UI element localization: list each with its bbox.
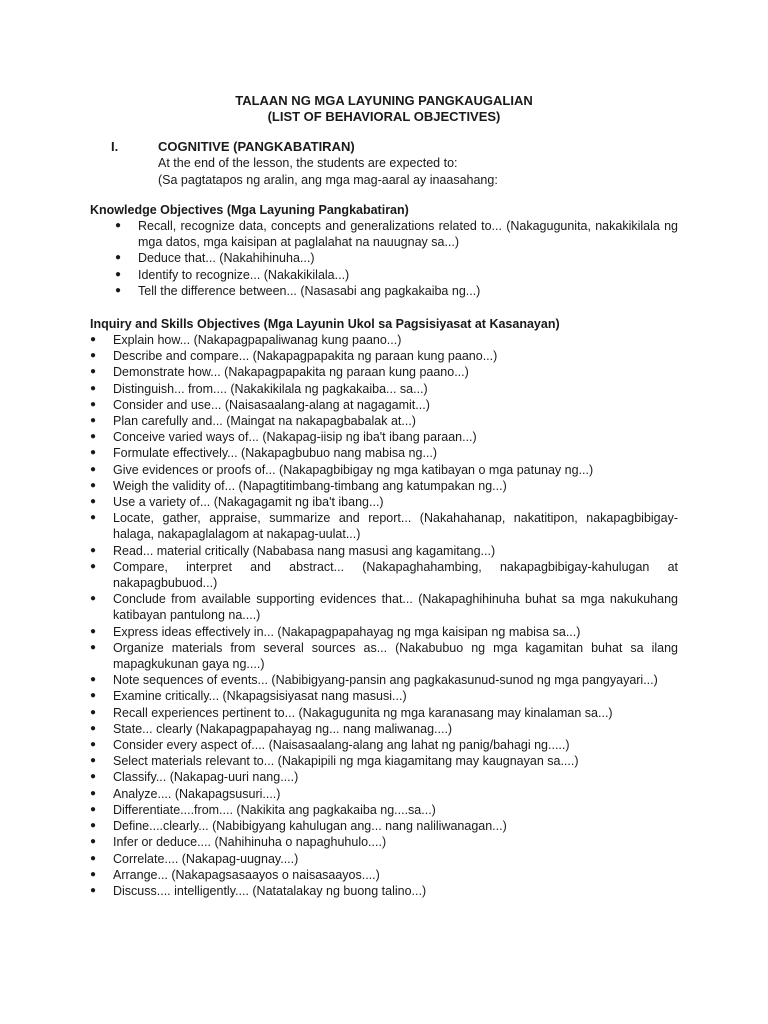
list-item <box>90 591 678 623</box>
section-name: COGNITIVE (PANGKABATIRAN) <box>158 139 355 154</box>
list-item-text: Examine critically... (Nkapagsisiyasat nang masusi...) <box>113 689 407 704</box>
list-item-text: Give evidences or proofs of... (Nakapagbibigay ng mga katibayan o mga patunay ng...) <box>113 462 594 477</box>
list-item <box>90 721 678 737</box>
list-item <box>90 624 678 640</box>
inquiry-skills-objectives-list <box>90 332 678 899</box>
list-item <box>90 640 678 672</box>
bullet-icon: ● <box>90 415 97 427</box>
list-item-text: Conclude from available supporting evidences that... (Nakapaghihinuha buhat sa mga nakukuhang katibayan pantulong na....) <box>113 592 678 623</box>
list-item-text: Note sequences of events... (Nabibigyang-pansin ang pagkakasunud-sunod ng mga pangyayari...) <box>113 673 658 688</box>
list-item-text: Locate, gather, appraise, summarize and report... (Nakahahanap, nakatitipon, nakapagbibigay-halaga, nakapaglalagom at nakapag-uulat...) <box>113 511 678 542</box>
bullet-icon: ● <box>90 625 97 637</box>
bullet-icon: ● <box>90 447 97 459</box>
list-item-text: Correlate.... (Nakapag-uugnay....) <box>113 851 299 866</box>
bullet-icon: ● <box>90 803 97 815</box>
list-item-text: Classify... (Nakapag-uuri nang....) <box>113 770 299 785</box>
bullet-icon: ● <box>90 674 97 686</box>
section-number: I. <box>111 139 119 154</box>
list-item <box>115 283 678 299</box>
list-item <box>90 364 678 380</box>
list-item-text: Arrange... (Nakapagsasaayos o naisasaayos....) <box>113 867 380 882</box>
list-item <box>90 802 678 818</box>
bullet-icon: ● <box>90 771 97 783</box>
list-item <box>90 753 678 769</box>
list-item-text: Tell the difference between... (Nasasabi ang pagkakaiba ng...) <box>138 283 481 298</box>
bullet-icon: ● <box>90 852 97 864</box>
list-item <box>90 672 678 688</box>
list-item-text: Discuss.... intelligently.... (Natatalakay ng buong talino...) <box>113 883 427 898</box>
inquiry-skills-objectives-heading: Inquiry and Skills Objectives (Mga Layunin Ukol sa Pagsisiyasat at Kasanayan) <box>90 317 560 331</box>
list-item-text: Demonstrate how... (Nakapagpapakita ng paraan kung paano...) <box>113 365 469 380</box>
bullet-icon: ● <box>90 496 97 508</box>
intro-line-1: At the end of the lesson, the students are expected to: <box>158 156 458 170</box>
bullet-icon: ● <box>115 284 122 296</box>
list-item-text: Weigh the validity of... (Napagtitimbang-timbang ang katumpakan ng...) <box>113 478 507 493</box>
bullet-icon: ● <box>90 479 97 491</box>
list-item-text: Describe and compare... (Nakapagpapakita ng paraan kung paano...) <box>113 349 498 364</box>
bullet-icon: ● <box>90 884 97 896</box>
list-item-text: Conceive varied ways of... (Nakapag-iisip ng iba't ibang paraan...) <box>113 430 477 445</box>
list-item <box>90 688 678 704</box>
list-item <box>115 218 678 250</box>
bullet-icon: ● <box>115 268 122 280</box>
list-item-text: Compare, interpret and abstract... (Nakapaghahambing, nakapagbibigay-kahulugan at nakapagbubuod...) <box>113 559 678 591</box>
list-item <box>90 510 678 542</box>
list-item <box>115 267 678 283</box>
bullet-icon: ● <box>90 706 97 718</box>
list-item <box>90 348 678 364</box>
list-item <box>90 462 678 478</box>
list-item-text: Differentiate....from.... (Nakikita ang pagkakaiba ng....sa...) <box>113 802 436 817</box>
bullet-icon: ● <box>115 220 122 231</box>
bullet-icon: ● <box>90 787 97 799</box>
bullet-icon: ● <box>90 755 97 767</box>
list-item-text: State... clearly (Nakapagpapahayag ng... nang maliwanag....) <box>113 721 453 736</box>
section-intro <box>158 155 498 189</box>
list-item <box>90 705 678 721</box>
list-item <box>90 818 678 834</box>
list-item-text: Analyze.... (Nakapagsusuri....) <box>113 786 281 801</box>
bullet-icon: ● <box>90 739 97 751</box>
intro-line-2: (Sa pagtatapos ng aralin, ang mga mag-aaral ay inaasahang: <box>158 173 498 187</box>
list-item-text: Express ideas effectively in... (Nakapagpapahayag ng mga kaisipan ng mabisa sa...) <box>113 624 581 639</box>
bullet-icon: ● <box>90 382 97 394</box>
list-item <box>90 429 678 445</box>
bullet-icon: ● <box>90 512 97 524</box>
list-item-text: Define....clearly... (Nabibigyang kahulugan ang... nang naliliwanagan...) <box>113 819 507 834</box>
list-item <box>90 786 678 802</box>
knowledge-objectives-list <box>115 218 678 299</box>
bullet-icon: ● <box>90 820 97 832</box>
list-item-text: Identify to recognize... (Nakakikilala...) <box>138 267 350 282</box>
title-line-1: TALAAN NG MGA LAYUNING PANGKAUGALIAN <box>235 93 533 108</box>
bullet-icon: ● <box>90 350 97 362</box>
list-item <box>90 867 678 883</box>
list-item <box>90 397 678 413</box>
list-item-text: Consider and use... (Naisasaalang-alang at nagagamit...) <box>113 397 430 412</box>
list-item <box>90 478 678 494</box>
list-item <box>90 769 678 785</box>
bullet-icon: ● <box>90 836 97 848</box>
list-item <box>90 381 678 397</box>
list-item-text: Select materials relevant to... (Nakapipili ng mga kiagamitang may kaugnayan sa....) <box>113 754 579 769</box>
list-item-text: Plan carefully and... (Maingat na nakapagbabalak at...) <box>113 414 416 429</box>
list-item <box>90 332 678 348</box>
list-item-text: Deduce that... (Nakahihinuha...) <box>138 251 315 266</box>
bullet-icon: ● <box>90 722 97 734</box>
title-line-2: (LIST OF BEHAVIORAL OBJECTIVES) <box>267 109 501 124</box>
list-item <box>90 413 678 429</box>
bullet-icon: ● <box>90 463 97 475</box>
bullet-icon: ● <box>90 690 97 702</box>
list-item <box>90 445 678 461</box>
bullet-icon: ● <box>90 398 97 410</box>
list-item-text: Consider every aspect of.... (Naisasaalang-alang ang lahat ng panig/bahagi ng.....) <box>113 738 570 753</box>
list-item <box>90 737 678 753</box>
bullet-icon: ● <box>90 544 97 556</box>
list-item-text: Organize materials from several sources as... (Nakabubuo ng mga kagamitan buhat sa ilang mapagkukunan gaya ng....) <box>113 640 678 672</box>
bullet-icon: ● <box>90 868 97 880</box>
list-item <box>90 559 678 591</box>
list-item-text: Distinguish... from.... (Nakakikilala ng pagkakaiba... sa...) <box>113 381 428 396</box>
list-item-text: Read... material critically (Nababasa nang masusi ang kagamitang...) <box>113 543 496 558</box>
bullet-icon: ● <box>90 334 97 345</box>
list-item-text: Recall experiences pertinent to... (Nakagugunita ng mga karanasang may kinalaman sa...) <box>113 705 613 720</box>
document-title <box>0 93 768 125</box>
list-item-text: Recall, recognize data, concepts and generalizations related to... (Nakagugunita, nakakikilala ng mga datos, mga kaisipan at paglalahat na nauugnay sa...) <box>138 219 678 250</box>
bullet-icon: ● <box>115 252 122 264</box>
list-item <box>90 883 678 899</box>
list-item <box>90 834 678 850</box>
list-item-text: Formulate effectively... (Nakapagbubuo nang mabisa ng...) <box>113 446 438 461</box>
list-item <box>90 494 678 510</box>
list-item <box>90 851 678 867</box>
knowledge-objectives-heading: Knowledge Objectives (Mga Layuning Pangkabatiran) <box>90 203 409 217</box>
list-item-text: Use a variety of... (Nakagagamit ng iba't ibang...) <box>113 495 384 510</box>
bullet-icon: ● <box>90 431 97 443</box>
list-item <box>90 543 678 559</box>
bullet-icon: ● <box>90 641 97 653</box>
bullet-icon: ● <box>90 366 97 378</box>
list-item <box>115 250 678 266</box>
list-item-text: Explain how... (Nakapagpapaliwanag kung paano...) <box>113 333 402 347</box>
bullet-icon: ● <box>90 593 97 605</box>
bullet-icon: ● <box>90 560 97 572</box>
list-item-text: Infer or deduce.... (Nahihinuha o napaghuhulo....) <box>113 835 387 850</box>
